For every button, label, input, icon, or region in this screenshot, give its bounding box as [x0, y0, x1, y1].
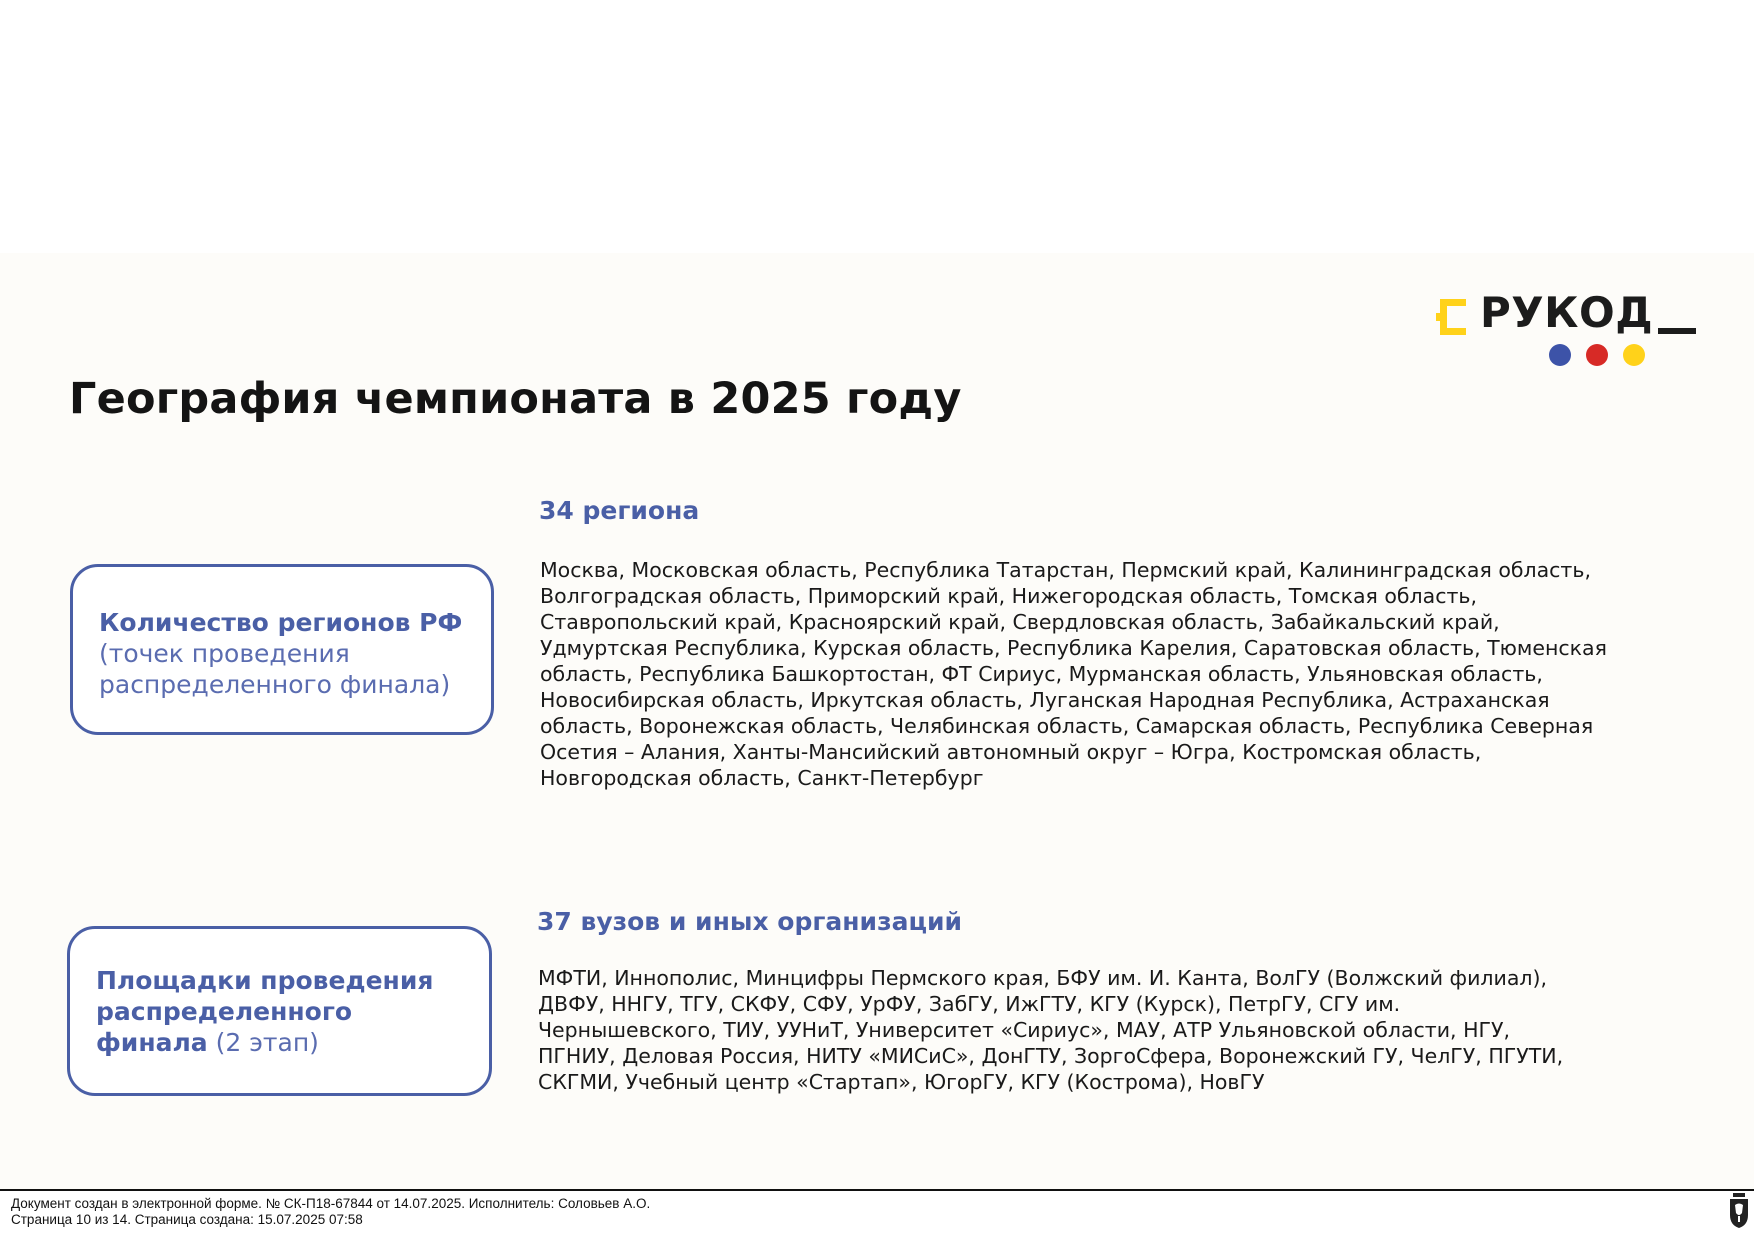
- red-dot-icon: [1586, 344, 1608, 366]
- coat-of-arms-icon: [1729, 1193, 1749, 1229]
- info-card-venues: [67, 926, 492, 1096]
- yellow-dot-icon: [1623, 344, 1645, 366]
- page-title: География чемпионата в 2025 году: [69, 374, 962, 424]
- document-footer: [11, 1196, 650, 1228]
- footer-divider: [0, 1189, 1754, 1191]
- card-subtitle: (2 этап): [215, 1028, 319, 1057]
- card-title: Количество регионов РФ: [99, 608, 463, 637]
- card-title: Площадки проведения распределенного финала: [96, 966, 434, 1057]
- venues-list: МФТИ, Иннополис, Минцифры Пермского края, БФУ им. И. Канта, ВолГУ (Волжский филиал), ДВФУ, ННГУ, ТГУ, СКФУ, СФУ, УрФУ, ЗабГУ, ИжГТУ, КГУ (Курск), ПетрГУ, СГУ им. Чернышевского, ТИУ, УУНиТ, Университет «Сириус», МАУ, АТР Ульяновской области, НГУ, ПГНИУ, Деловая Россия, НИТУ «МИСиС», ДонГТУ, ЗоргоСфера, Воронежский ГУ, ЧелГУ, ПГУТИ, СКГМИ, Учебный центр «Стартап», ЮгорГУ, КГУ (Кострома), НовГУ: [538, 966, 1564, 1094]
- logo-text: РУКОД: [1480, 288, 1654, 337]
- info-card-regions: [70, 564, 494, 735]
- card-text: [96, 965, 471, 1058]
- blue-dot-icon: [1549, 344, 1571, 366]
- footer-line-1: Документ создан в электронной форме. № СК-П18-67844 от 14.07.2025. Исполнитель: Соловьев А.О.: [11, 1196, 651, 1211]
- regions-heading: 34 региона: [539, 496, 700, 525]
- venues-heading: 37 вузов и иных организаций: [537, 907, 963, 936]
- regions-list: Москва, Московская область, Республика Татарстан, Пермский край, Калининградская область, Волгоградская область, Приморский край, Нижегородская область, Томская область, Ставропольский край, Красноярский край, Свердловская область, Забайкальский край, Удмуртская Республика, Курская область, Республика Карелия, Саратовская область, Тюменская область, Республика Башкортостан, ФТ Сириус, Мурманская область, Ульяновская область, Новосибирская область, Иркутская область, Луганская Народная Республика, Астраханская область, Воронежская область, Челябинская область, Самарская область, Республика Северная Осетия – Алания, Ханты-Мансийский автономный округ – Югра, Костромская область, Новгородская область, Санкт-Петербург: [540, 558, 1607, 790]
- bracket-logo-icon: [1436, 297, 1470, 337]
- card-text: [99, 607, 473, 700]
- rukod-logo: [1436, 288, 1698, 368]
- card-subtitle: (точек проведения распределенного финала): [99, 639, 451, 699]
- logo-underscore: [1658, 328, 1696, 334]
- footer-line-2: Страница 10 из 14. Страница создана: 15.07.2025 07:58: [11, 1212, 363, 1227]
